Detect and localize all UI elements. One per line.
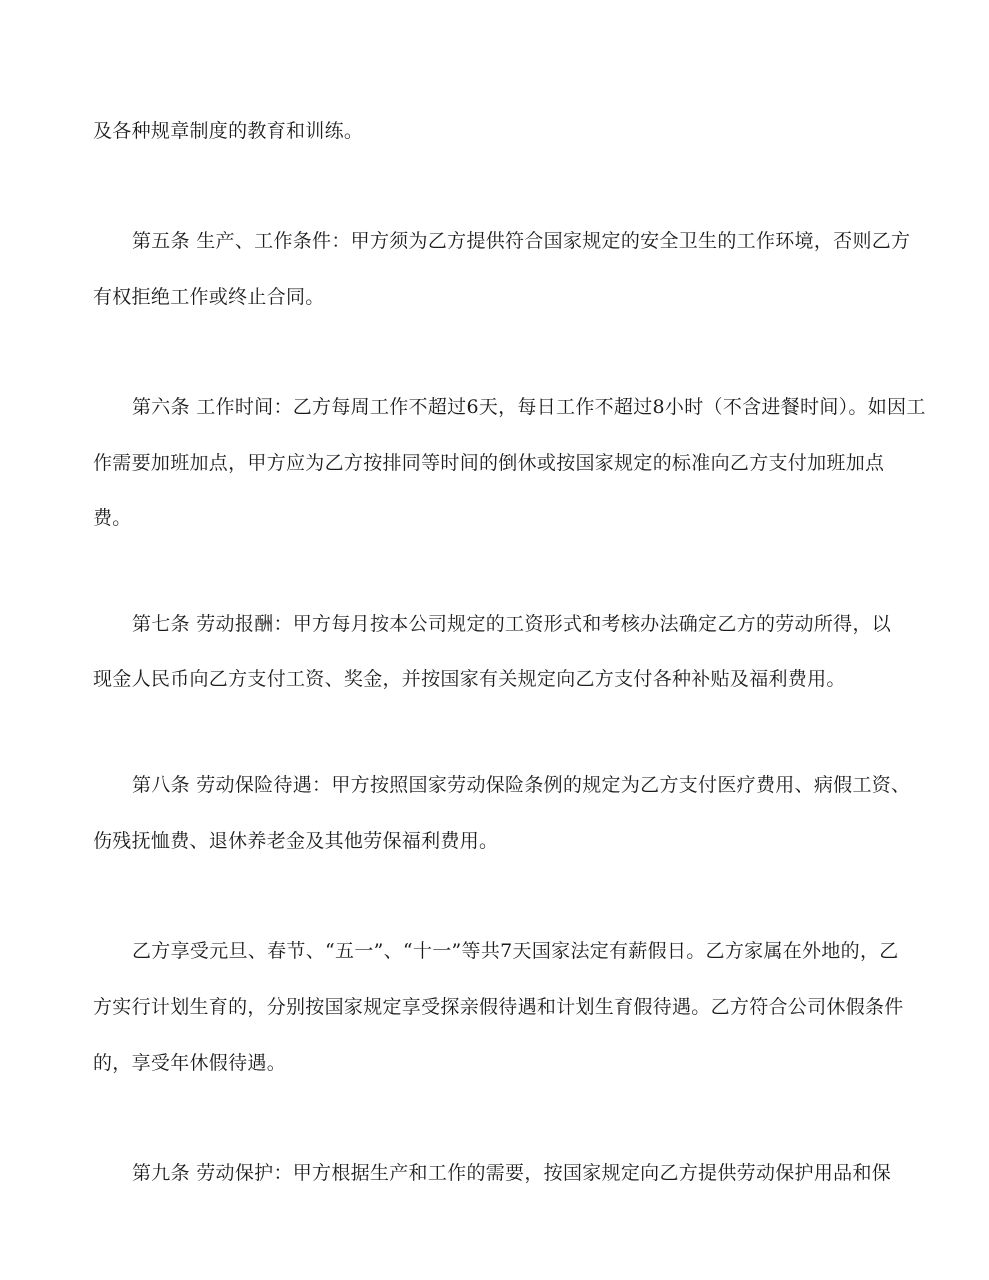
article-7-line-2: 现金人民币向乙方支付工资、奖金，并按国家有关规定向乙方支付各种补贴及福利费用。 (93, 668, 846, 690)
article-6-line-2: 作需要加班加点，甲方应为乙方按排同等时间的倒休或按国家规定的标准向乙方支付加班加点 (93, 452, 885, 474)
article-6-line-1: 第六条 工作时间：乙方每周工作不超过6天，每日工作不超过8小时（不含进餐时间）。如因工 (132, 396, 926, 418)
article-5-line-2: 有权拒绝工作或终止合同。 (93, 286, 325, 308)
holiday-line-2: 方实行计划生育的，分别按国家规定享受探亲假待遇和计划生育假待遇。乙方符合公司休假条件 (93, 996, 904, 1018)
article-8-line-1: 第八条 劳动保险待遇：甲方按照国家劳动保险条例的规定为乙方支付医疗费用、病假工资、 (132, 774, 911, 796)
article-6-line-3: 费。 (93, 507, 132, 529)
holiday-line-1: 乙方享受元旦、春节、“五一”、“十一”等共7天国家法定有薪假日。乙方家属在外地的，乙 (132, 940, 899, 962)
paragraph-line: 及各种规章制度的教育和训练。 (93, 120, 364, 142)
article-9-line-1: 第九条 劳动保护：甲方根据生产和工作的需要，按国家规定向乙方提供劳动保护用品和保 (132, 1162, 892, 1184)
article-5-line-1: 第五条 生产、工作条件：甲方须为乙方提供符合国家规定的安全卫生的工作环境，否则乙方 (132, 230, 911, 252)
holiday-line-3: 的，享受年休假待遇。 (93, 1052, 287, 1074)
article-8-line-2: 伤残抚恤费、退休养老金及其他劳保福利费用。 (93, 830, 499, 852)
article-7-line-1: 第七条 劳动报酬：甲方每月按本公司规定的工资形式和考核办法确定乙方的劳动所得，以 (132, 613, 892, 635)
